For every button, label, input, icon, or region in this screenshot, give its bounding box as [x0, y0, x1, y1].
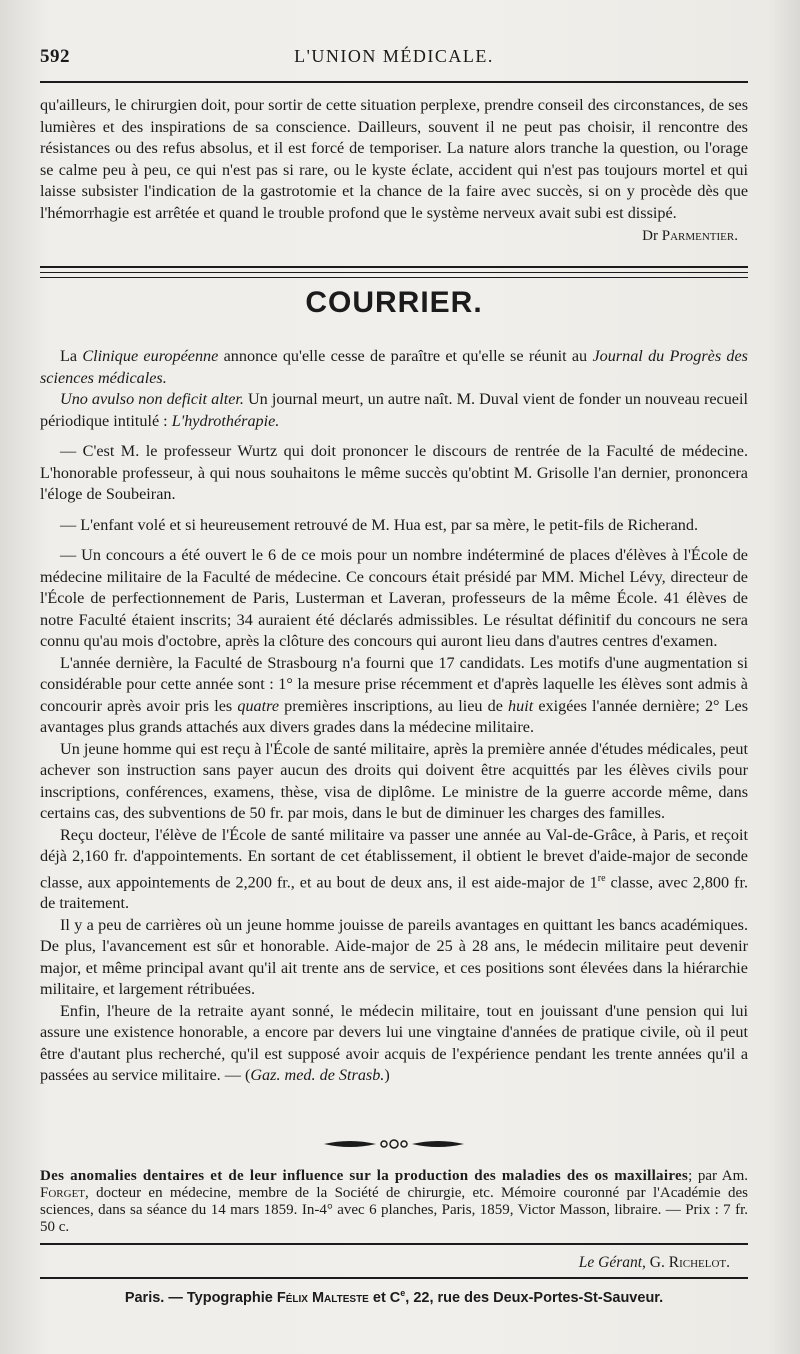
book-title: Des anomalies dentaires et de leur influence sur la production des maladies des os maxillaires	[40, 1168, 689, 1184]
footer-rule-top	[40, 1243, 748, 1245]
paragraph-wurtz: — C'est M. le professeur Wurtz qui doit prononcer le discours de rentrée de la Faculté de médecine. L'honorable professeur, à qui nous souhaitons le même succès qu'obtint M. Grisolle l'an dernier, prononcera l'éloge de Soubeiran.	[40, 442, 748, 503]
section-title: COURRIER.	[305, 286, 483, 319]
paragraph-strasbourg: L'année dernière, la Faculté de Strasbourg n'a fourni que 17 candidats. Les motifs d'une augmentation si considérable pour cette année sont : 1° la mesure prise récemment et d'après laquelle les élèves sont admis à concourir après avoir pris les quatre premières inscriptions, au lieu de huit exigées l'année dernière; 2° Les avantages plus grands attachés aux divers grades dans la médecine militaire.	[40, 653, 749, 736]
header-rule	[40, 81, 748, 83]
page-header	[40, 46, 748, 74]
section-rule-thin	[40, 272, 748, 273]
gerant-name: G. Richelot.	[649, 1254, 730, 1271]
paragraph-carrieres: Il y a peu de carrières où un jeune homme jouisse de pareils avantages en quittant les bancs académiques. De plus, l'avancement est sûr et honorable. Aide-major de 25 à 28 ans, le médecin militaire peut devenir major, et même principal avant qu'il ait trente ans de service, et ces positions sont élevées dans la hiérarchie militaire, et largement rétribuées.	[40, 915, 748, 999]
running-title: L'UNION MÉDICALE.	[294, 46, 494, 66]
top-article	[40, 95, 748, 248]
section-rule-top	[40, 266, 748, 268]
paragraph-concours: — Un concours a été ouvert le 6 de ce mois pour un nombre indéterminé de places d'élèves à l'École de médecine militaire de la Faculté de médecine. Ce concours était présidé par MM. Michel Lévy, directeur de l'École de perfectionnement de Paris, Lusterman et Laveran, professeurs de la même École. 41 élèves de notre Faculté étaient inscrits; 34 auraient été déclarés admissibles. Le résultat définitif du concours ne sera connu qu'au mois d'octobre, après la clôture des concours qui auront lieu dans d'autres centres d'examen.	[40, 546, 748, 650]
ornament-divider	[40, 1134, 748, 1154]
paragraph-retraite: Enfin, l'heure de la retraite ayant sonné, le médecin militaire, tout en jouissant d'une pension qui lui assure une existence honorable, a encore par devers lui une vingtaine d'années de pratique civile, où il peut être d'autant plus recherché, qu'il est supposé avoir acquis de l'expérience pendant les trente années qu'il a passées au service militaire. — (Gaz. med. de Strasb.)	[40, 1001, 748, 1085]
gerant-line	[40, 1254, 730, 1272]
footer-rule-bottom	[40, 1277, 748, 1279]
bibliography-notice: Des anomalies dentaires et de leur influence sur la production des maladies des os maxillaires; par Am. Forget, docteur en médecine, membre de la Société de chirurgie, etc. Mémoire couronné par l'Académie des sciences, dans sa séance du 14 mars 1859. In-4° avec 6 planches, Paris, 1859, Victor Masson, libraire. — Prix : 7 fr. 50 c.	[40, 1168, 749, 1235]
signature-prefix: Dr	[642, 228, 658, 244]
gerant-label: Le Gérant,	[578, 1254, 646, 1271]
page-number: 592	[40, 46, 70, 67]
paragraph-docteur: Reçu docteur, l'élève de l'École de santé militaire va passer une année au Val-de-Grâce, à Paris, et reçoit déjà 2,160 fr. d'appointements. En sortant de cet établissement, il obtient le brevet d'aide-major de seconde classe, aux appointements de 2,200 fr., et au bout de deux ans, il est aide-major de 1re classe, avec 2,800 fr. de traitement.	[40, 825, 748, 913]
paragraph-clinique: La Clinique européenne annonce qu'elle cesse de paraître et qu'elle se réunit au Journal du Progrès des sciences médicales.	[40, 347, 748, 387]
signature-name: Parmentier.	[661, 228, 738, 244]
book-author: Forget	[40, 1185, 86, 1201]
top-article-text: qu'ailleurs, le chirurgien doit, pour sortir de cette situation perplexe, prendre conseil des circonstances, de ses lumières et des inspirations de sa conscience. Dailleurs, souvent il ne peut pas choisir, il rencontre des résistances ou des refus absolus, et il est forcé de temporiser. La nature alors tranche la question, ou l'orage se calme peu à peu, ce qui n'est pas si rare, ou le kyste éclate, accident qui n'est pas toujours mortel et qui laisse subsister l'indication de la gastrotomie et la chance de la faire avec succès, si on y procède dès que l'hémorrhagie est arrêtée et quand le trouble profond que le système nerveux avait subi est dissipé.	[40, 96, 748, 222]
courrier-section	[40, 346, 748, 1087]
paragraph-jeune-homme: Un jeune homme qui est reçu à l'École de santé militaire, après la première année d'études médicales, peut achever son instruction sans payer aucun des droits qui doivent être acquittés par les élèves civils pour inscriptions, conférences, examens, thèse, visa de diplôme. Le ministre de la guerre accorde même, dans certains cas, des subventions de 50 fr. par mois, dans le but de diminuer les charges des familles.	[40, 739, 748, 822]
printer-imprint: Paris. — Typographie Félix Malteste et Ce, 22, rue des Deux-Portes-St-Sauveur.	[124, 1288, 664, 1306]
section-rule-bottom	[40, 277, 748, 278]
paragraph-hua: — L'enfant volé et si heureusement retrouvé de M. Hua est, par sa mère, le petit-fils de Richerand.	[60, 515, 699, 534]
article-signature	[40, 226, 748, 248]
paragraph-duval: Uno avulso non deficit alter. Un journal meurt, un autre naît. M. Duval vient de fonder un nouveau recueil périodique intitulé : L'hydrothérapie.	[40, 390, 748, 430]
